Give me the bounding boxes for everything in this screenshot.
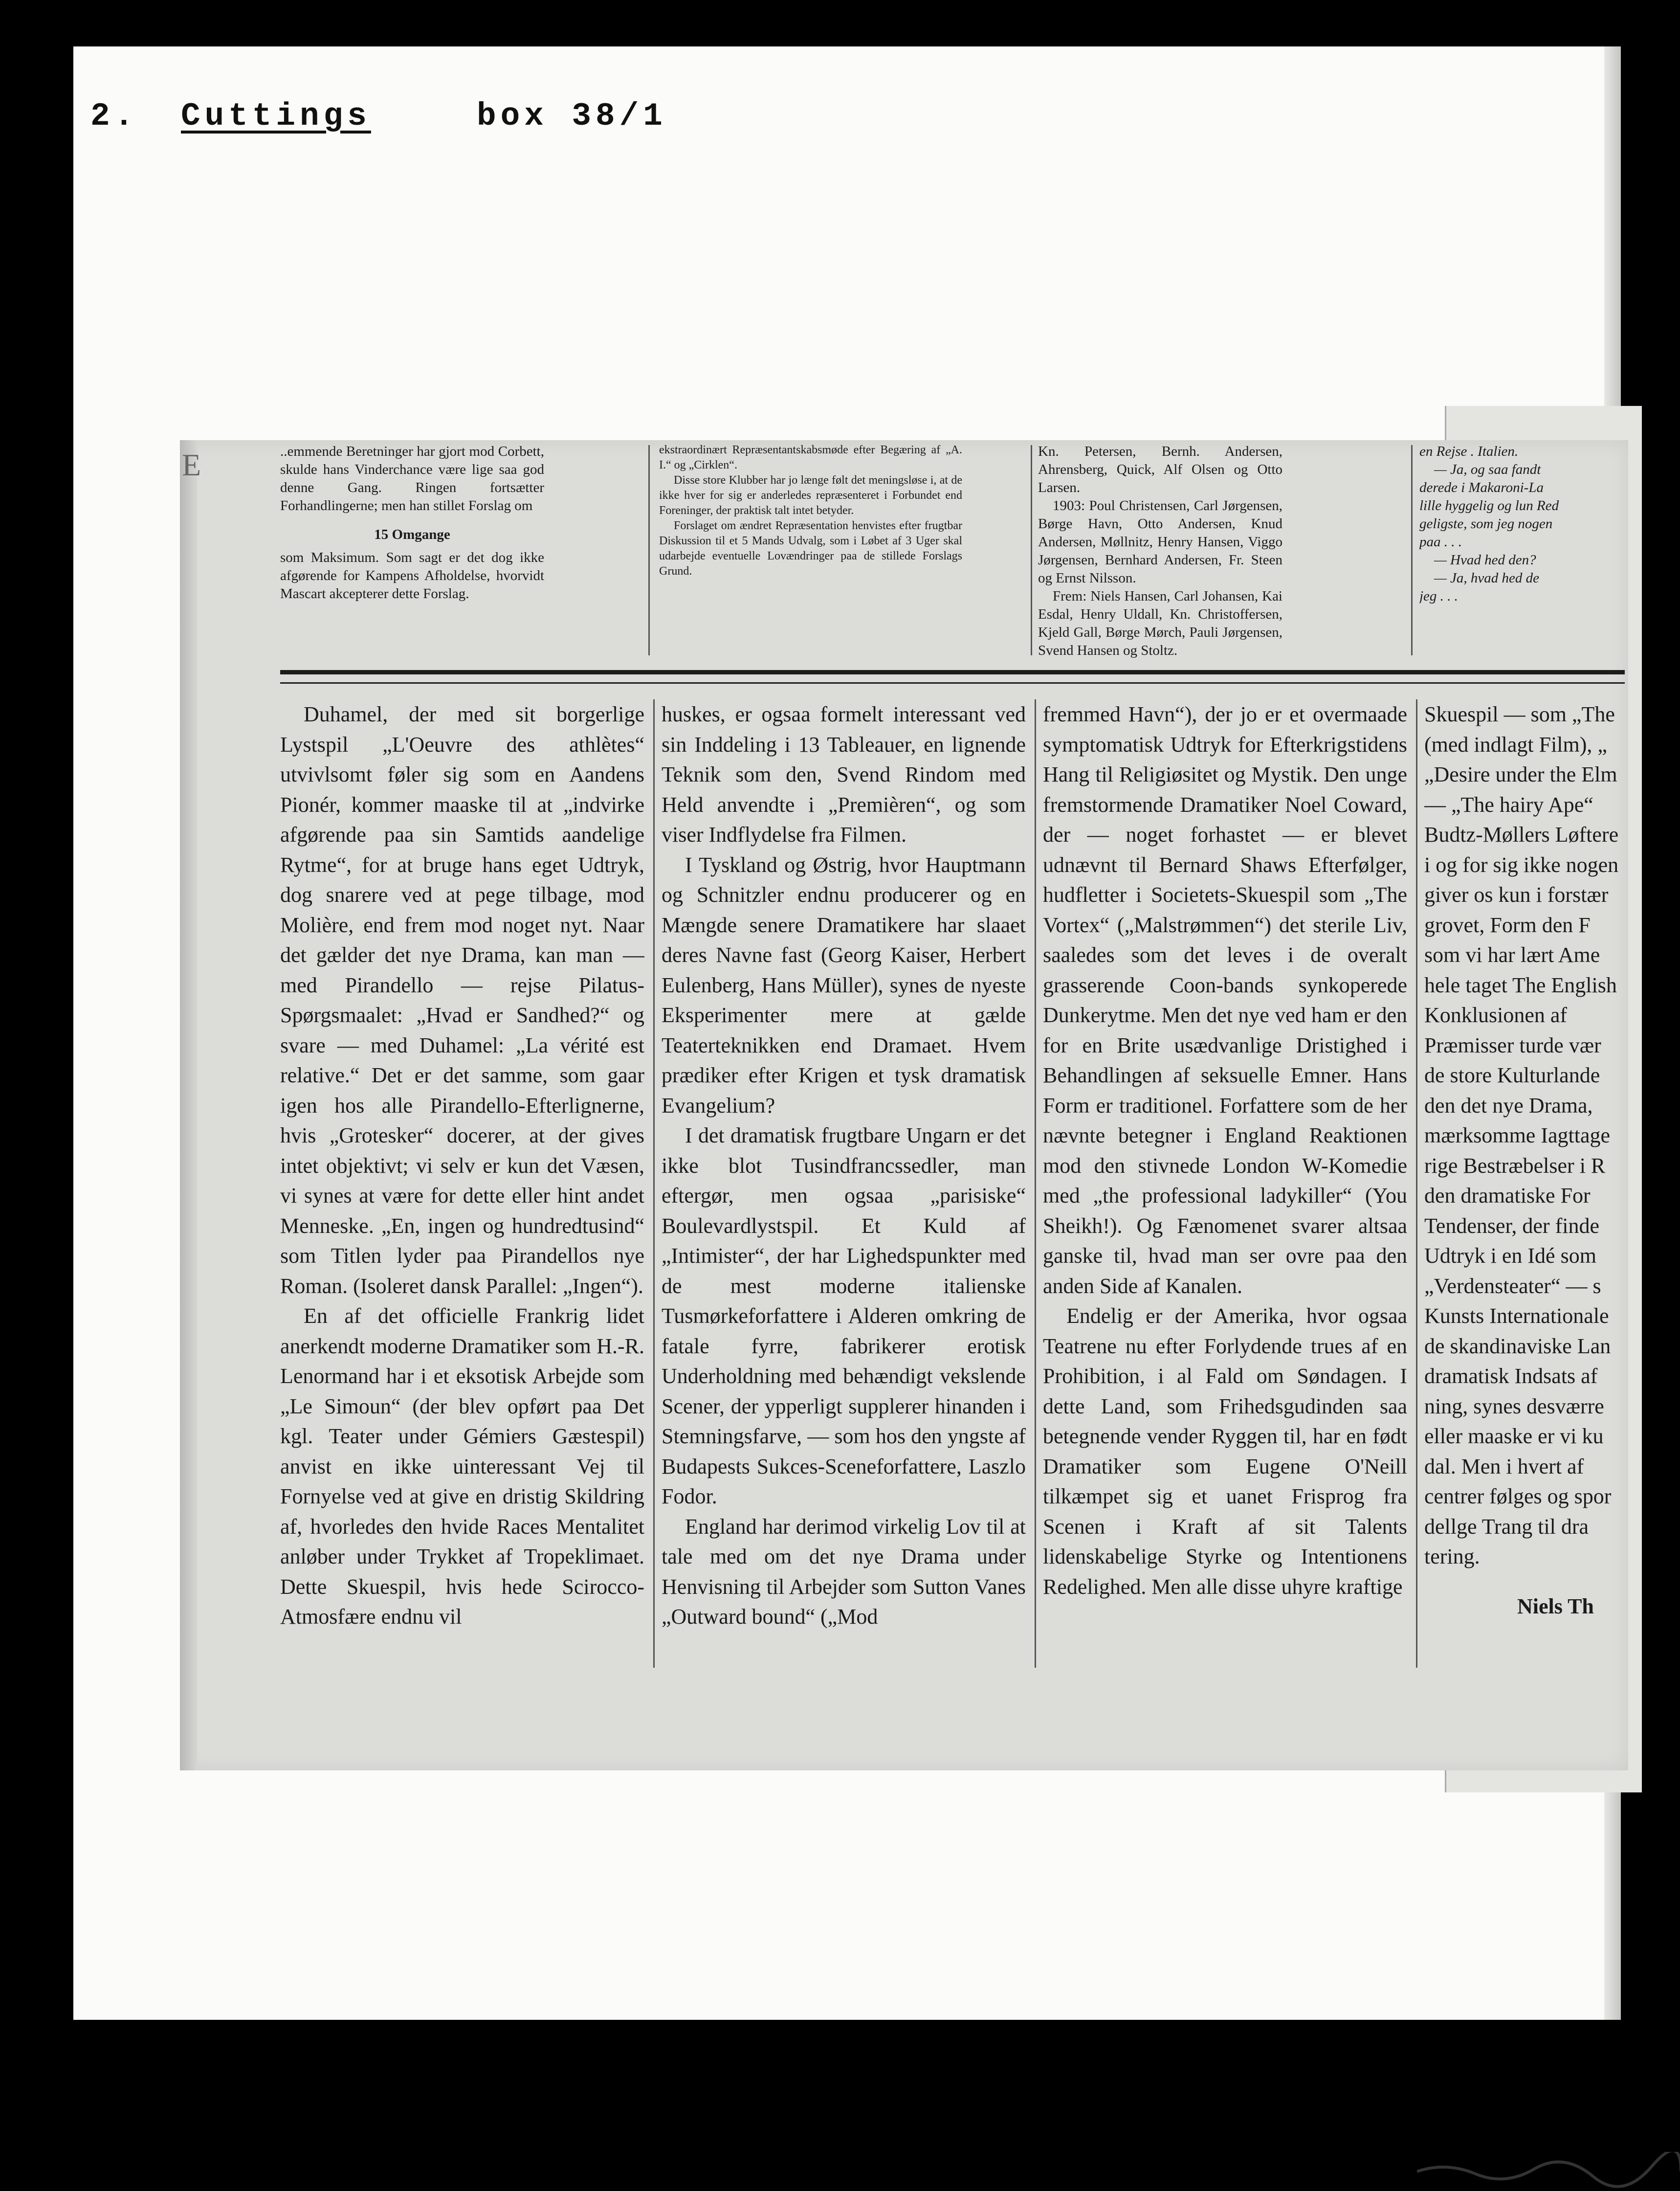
edge-letter: E bbox=[182, 447, 201, 482]
article-column-4-line: giver os kun i forstær bbox=[1424, 883, 1609, 907]
column-rule bbox=[1035, 699, 1036, 1668]
article-column-4-line: den det nye Drama, bbox=[1424, 1093, 1593, 1118]
article-paragraph: Endelig er der Amerika, hvor ogsaa Teatrene nu efter Forlydende trues af en Prohibition, i al Fald om Søndagen. I dette Land, som Frihedsgudinden saa betegnende vender Ryggen til, har en født Dramatiker som Eugene O'Neill tilkæmpet sig et uanet Frisprog fra Scenen i Kraft af sit Talents lidenskabelige Styrke og Intentionens Redelighed. Men alle disse uhyre kraftige bbox=[1043, 1304, 1407, 1599]
column-rule bbox=[1411, 445, 1413, 655]
article-column-4-line: „Desire under the Elm bbox=[1424, 762, 1617, 786]
upper-col4-line: jeg . . . bbox=[1419, 588, 1458, 604]
article-column-4-line: dellge Trang til dra bbox=[1424, 1514, 1589, 1539]
upper-col3-paragraph: Frem: Niels Hansen, Carl Johansen, Kai Esdal, Henry Uldall, Kn. Christoffersen, Kjeld Gall, Børge Mørch, Pauli Jørgensen, Svend Hansen og Stoltz. bbox=[1038, 588, 1282, 658]
upper-column-1 bbox=[280, 443, 544, 658]
article-column-4-line: mærksomme Iagttage bbox=[1424, 1123, 1611, 1147]
newspaper-clipping bbox=[180, 440, 1628, 1770]
article-column-4-line: (med indlagt Film), „ bbox=[1424, 732, 1607, 757]
article-column-4-line: Præmisser turde vær bbox=[1424, 1033, 1601, 1057]
clipping-left-edge bbox=[180, 440, 201, 1770]
column-rule bbox=[648, 445, 650, 655]
article-column-4-line: de store Kulturlande bbox=[1424, 1063, 1600, 1087]
upper-col2-paragraph: Forslaget om ændret Repræsentation henvistes efter frugtbar Diskussion til et 5 Mands Udvalg, som i Løbet af 3 Uger skal udarbejde eventuelle Lovændringer paa de stillede Forslags Grund. bbox=[659, 519, 962, 578]
article-column-4-line: grovet, Form den F bbox=[1424, 913, 1591, 937]
upper-col4-line: — Ja, hvad hed de bbox=[1434, 570, 1540, 586]
column-rule bbox=[1031, 445, 1032, 655]
article-column-4-lines bbox=[1424, 699, 1630, 1572]
article-paragraph: I Tyskland og Østrig, hvor Hauptmann og Schnitzler endnu producerer og en Mængde senere Dramatikere har slaaet deres Navne fast (Georg Kaiser, Herbert Eulenberg, Hans Müller), synes de nyeste Eksperimenter mere at gælde Teaterteknikken end Dramaet. Hvem prædiker efter Krigen et tysk dramatisk Evangelium? bbox=[662, 852, 1026, 1118]
article-column-4-line: Tendenser, der finde bbox=[1424, 1213, 1599, 1238]
article-paragraph: Duhamel, der med sit borgerlige Lystspil „L'Oeuvre des athlètes“ utvivlsomt føler sig som en Aandens Pionér, kommer maaske til at „indvirke afgørende paa sin Samtids aandelige Rytme“, for at bruge hans eget Udtryk, dog snarere ved at pege tilbage, mod Molière, end frem mod noget nyt. Naar det gælder det nye Drama, kan man — med Pirandello — rejse Pilatus-Spørgsmaalet: „Hvad er Sandhed?“ og svare — med Duhamel: „La vérité est relative.“ Det er det samme, som gaar igen hos alle Pirandello-Efterlignerne, hvis „Grotesker“ docerer, at der gives intet objektivt; vi selv er kun det Væsen, vi synes at være for dette eller hint andet Menneske. „En, ingen og hundredtusind“ som Titlen lyder paa Pirandellos nye Roman. (Isoleret dansk Parallel: „Ingen“). bbox=[280, 702, 644, 1298]
upper-col3-paragraph: Kn. Petersen, Bernh. Andersen, Ahrensberg, Quick, Alf Olsen og Otto Larsen. bbox=[1038, 444, 1282, 495]
article-paragraph: I det dramatisk frugtbare Ungarn er det ikke blot Tusindfrancssedler, man eftergør, men ogsaa „parisiske“ Boulevardlystspil. Et Kuld af „Intimister“, der har Lighedspunkter med de mest moderne italienske Tusmørkeforfattere i Alderen omkring de fatale fyrre, fabrikerer erotisk Underholdning med behændigt vekslende Scener, der ypperligt supplerer hinanden i Stemningsfarve, — som hos den yngste af Budapests Sukces-Sceneforfattere, Laszlo Fodor. bbox=[662, 1123, 1026, 1508]
article-column-4-line: den dramatiske For bbox=[1424, 1184, 1591, 1207]
article-column-3 bbox=[1043, 699, 1407, 1673]
upper-col4-line: — Hvad hed den? bbox=[1434, 552, 1536, 568]
column-rule bbox=[653, 699, 655, 1668]
upper-col4-line: paa . . . bbox=[1419, 534, 1462, 550]
article-column-4-line: Udtryk i en Idé som bbox=[1424, 1244, 1596, 1268]
upper-column-2 bbox=[659, 443, 962, 658]
article-column-4-line: Budtz-Møllers Løftere bbox=[1424, 823, 1619, 847]
article-column-4-line: centrer følges og spor bbox=[1424, 1484, 1612, 1508]
upper-col1-paragraph: som Maksimum. Som sagt er det dog ikke afgørende for Kampens Afholdelse, hvorvidt Mascart akcepterer dette Forslag. bbox=[280, 550, 544, 602]
article-column-4 bbox=[1424, 699, 1630, 1673]
article-column-4-line: som vi har lært Ame bbox=[1424, 943, 1600, 967]
article-column-4-line: Skuespil — som „The bbox=[1424, 702, 1615, 726]
upper-col3-paragraph: 1903: Poul Christensen, Carl Jørgensen, Børge Havn, Otto Andersen, Knud Andersen, Møllnitz, Henry Hansen, Viggo Jørgensen, Bernhard Andersen, Fr. Steen og Ernst Nilsson. bbox=[1038, 498, 1282, 586]
article-column-4-line: „Verdensteater“ — s bbox=[1424, 1274, 1601, 1298]
article-column-4-line: Konklusionen af bbox=[1424, 1003, 1568, 1027]
article-column-4-line: i og for sig ikke nogen bbox=[1424, 852, 1619, 877]
article-column-1 bbox=[280, 699, 644, 1673]
torn-edge-mark bbox=[1417, 2152, 1680, 2191]
article-column-4-line: dal. Men i hvert af bbox=[1424, 1454, 1584, 1478]
article-column-4-line: ning, synes desværre bbox=[1424, 1394, 1604, 1418]
upper-col4-line: lille hyggelig og lun Red bbox=[1419, 498, 1559, 514]
label-box-number: box 38/1 bbox=[477, 98, 667, 134]
column-rule bbox=[1416, 699, 1417, 1668]
article-column-4-line: eller maaske er vi ku bbox=[1424, 1424, 1604, 1448]
section-divider bbox=[280, 670, 1625, 684]
upper-column-3 bbox=[1038, 443, 1282, 658]
upper-col4-line: geligste, som jeg nogen bbox=[1419, 516, 1553, 532]
article-paragraph: England har derimod virkelig Lov til at tale med om det nye Drama under Henvisning til Arbejder som Sutton Vanes „Outward bound“ („Mod bbox=[662, 1514, 1026, 1629]
article-column-4-line: hele taget The English bbox=[1424, 973, 1617, 997]
label-series-number: 2. bbox=[90, 98, 138, 134]
article-column-4-line: de skandinaviske Lan bbox=[1424, 1334, 1611, 1358]
upper-col4-line: derede i Makaroni-La bbox=[1419, 480, 1544, 495]
article-paragraph: huskes, er ogsaa formelt interessant ved sin Inddeling i 13 Tableauer, en lignende Teknik som den, Svend Rindom med Held anvendte i „Premièren“, og som viser Indflydelse fra Filmen. bbox=[662, 702, 1026, 847]
upper-col4-line: en Rejse . Italien. bbox=[1419, 444, 1519, 459]
article-column-4-line: Kunsts Internationale bbox=[1424, 1304, 1609, 1328]
label-title: Cuttings bbox=[181, 98, 371, 134]
article-paragraph: fremmed Havn“), der jo er et overmaade symptomatisk Udtryk for Efterkrigstidens Hang til Religiøsitet og Mystik. Den unge fremstormende Dramatiker Noel Coward, der — noget forhastet — er blevet udnævnt til Bernard Shaws Efterfølger, hudfletter i Societets-Skuespil som „The Vortex“ („Malstrømmen“) det sterile Liv, saaledes som det leves i de overalt grasserende Coon-bands synkoperede Dunkerytme. Men det nye ved ham er den for en Brite usædvanlige Dristighed i Behandlingen af seksuelle Emner. Hans Form er traditionel. Forfattere som de her nævnte betegner i England Reaktionen mod den stivnede London W-Komedie med „the professional ladykiller“ (You Sheikh!). Og Fænomenet svarer altsaa ganske til, hvad man ser ovre paa den anden Side af Kanalen. bbox=[1043, 702, 1407, 1298]
article-column-4-line: rige Bestræbelser i R bbox=[1424, 1153, 1606, 1178]
article-column-4-line: tering. bbox=[1424, 1544, 1480, 1568]
upper-col4-line: — Ja, og saa fandt bbox=[1434, 462, 1541, 477]
upper-col2-paragraph: ekstraordinært Repræsentantskabsmøde efter Begæring af „A. I.“ og „Cirklen“. bbox=[659, 444, 962, 471]
article-column-4-line: — „The hairy Ape“ bbox=[1424, 792, 1593, 817]
upper-col2-paragraph: Disse store Klubber har jo længe følt det meningsløse i, at de ikke hver for sig er anderledes repræsenteret i Forbundet end Foreninger, der praktisk talt intet betyder. bbox=[659, 474, 962, 517]
upper-col1-heading: 15 Omgange bbox=[374, 527, 450, 542]
upper-column-4 bbox=[1419, 443, 1620, 658]
article-paragraph: En af det officielle Frankrig lidet anerkendt moderne Dramatiker som H.-R. Lenormand har i et eksotisk Arbejde som „Le Simoun“ (der blev opført paa Det kgl. Teater under Gémiers Gæstespil) anvist en ikke uinteressant Vej til Fornyelse ved at give en dristig Skildring af, hvorledes den hvide Races Mentalitet anløber under Trykket af Tropeklimaet. Dette Skuespil, hvis hede Scirocco-Atmosfære endnu vil bbox=[280, 1304, 644, 1629]
author-signature: Niels Th bbox=[1517, 1594, 1594, 1618]
upper-col1-paragraph: ..emmende Beretninger har gjort mod Corbett, skulde hans Vinderchance være lige saa god denne Gang. Ringen fortsætter Forhandlingerne; men han stillet Forslag om bbox=[280, 444, 544, 514]
article-column-4-line: dramatisk Indsats af bbox=[1424, 1364, 1598, 1388]
article-column-2 bbox=[662, 699, 1026, 1673]
